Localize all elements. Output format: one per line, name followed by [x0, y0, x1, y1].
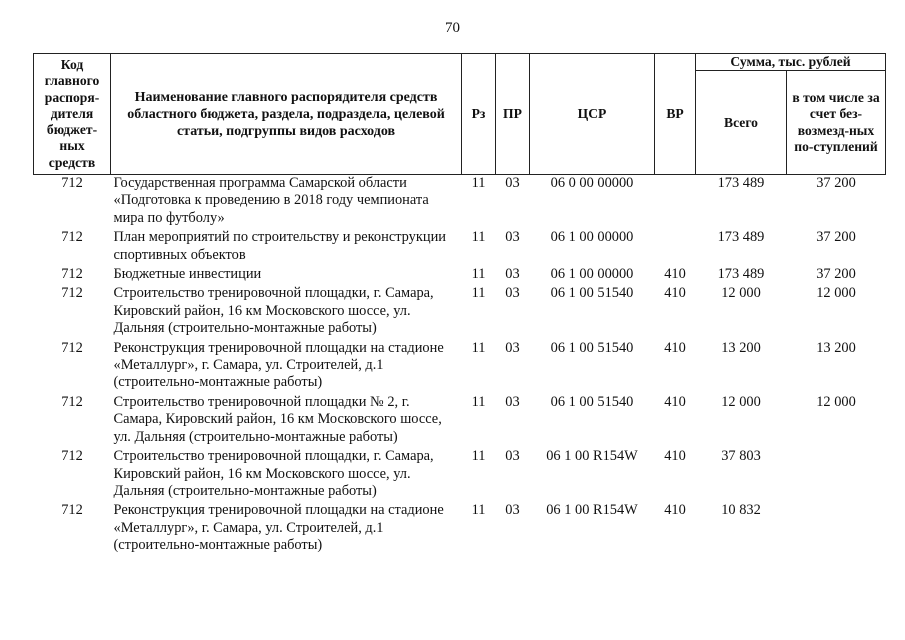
budget-table — [33, 53, 886, 557]
header-name: Наименование главного распорядителя средств областного бюджета, раздела, подраздела, целевой статьи, подгруппы видов расходов — [111, 54, 462, 175]
table-row — [34, 175, 886, 230]
cell-vr: 410 — [664, 266, 686, 283]
cell-free — [787, 502, 886, 556]
cell-rz: 11 — [471, 266, 486, 283]
cell-total: 12 000 — [721, 285, 761, 302]
cell-code: 712 — [61, 285, 83, 302]
cell-pr: 03 — [505, 266, 520, 283]
cell-total: 173 489 — [717, 229, 765, 246]
table-row — [34, 229, 886, 266]
cell-code: 712 — [61, 175, 83, 191]
cell-code: 712 — [61, 448, 83, 465]
cell-name: Реконструкция тренировочной площадки на стадионе «Металлург», г. Самара, ул. Строителей, д.1 (строительно-монтажные работы) — [113, 502, 444, 554]
table-row — [34, 502, 886, 556]
cell-pr: 03 — [505, 502, 520, 519]
cell-csr: 06 1 00 51540 — [550, 339, 634, 356]
cell-free: 12 000 — [816, 393, 856, 410]
cell-total: 10 832 — [721, 502, 761, 519]
header-total: Всего — [696, 71, 787, 175]
header-free: в том числе за счет без-возмезд-ных по-ступлений — [787, 71, 886, 175]
cell-csr: 06 1 00 R154W — [546, 448, 638, 465]
cell-csr: 06 1 00 51540 — [550, 393, 634, 410]
cell-rz: 11 — [471, 339, 486, 356]
cell-csr: 06 1 00 00000 — [550, 229, 634, 246]
cell-csr: 06 1 00 R154W — [546, 502, 638, 519]
table-body — [34, 175, 886, 557]
cell-vr: 410 — [664, 502, 686, 519]
cell-csr: 06 1 00 00000 — [550, 266, 634, 283]
cell-vr — [655, 175, 696, 230]
cell-pr: 03 — [505, 339, 520, 356]
table-row — [34, 448, 886, 502]
cell-code: 712 — [61, 393, 83, 410]
cell-total: 37 803 — [721, 448, 761, 465]
cell-rz: 11 — [471, 175, 486, 191]
table-row — [34, 340, 886, 394]
cell-free: 12 000 — [816, 285, 856, 302]
cell-total: 173 489 — [717, 175, 765, 191]
cell-vr: 410 — [664, 339, 686, 356]
cell-pr: 03 — [505, 285, 520, 302]
cell-rz: 11 — [471, 229, 486, 246]
cell-total: 173 489 — [717, 266, 765, 283]
table-row — [34, 394, 886, 448]
header-rz: Рз — [462, 54, 496, 175]
cell-code: 712 — [61, 502, 83, 519]
cell-rz: 11 — [471, 448, 486, 465]
cell-code: 712 — [61, 266, 83, 283]
cell-free: 37 200 — [816, 229, 856, 246]
cell-free — [787, 448, 886, 502]
cell-name: Реконструкция тренировочной площадки на стадионе «Металлург», г. Самара, ул. Строителей, д.1 (строительно-монтажные работы) — [113, 339, 444, 391]
cell-vr: 410 — [664, 448, 686, 465]
cell-free: 37 200 — [816, 266, 856, 283]
header-csr: ЦСР — [530, 54, 655, 175]
header-code: Код главного распоря-дителя бюджет-ных средств — [34, 54, 111, 175]
cell-name: Строительство тренировочной площадки, г. Самара, Кировский район, 16 км Московского шоссе, ул. Дальняя (строительно-монтажные работы) — [113, 448, 434, 499]
cell-name: Бюджетные инвестиции — [113, 266, 262, 283]
cell-free: 37 200 — [816, 175, 856, 191]
cell-total: 13 200 — [721, 339, 761, 356]
cell-csr: 06 1 00 51540 — [550, 285, 634, 302]
cell-vr: 410 — [664, 285, 686, 302]
cell-vr — [655, 229, 696, 266]
cell-pr: 03 — [505, 229, 520, 246]
cell-code: 712 — [61, 229, 83, 246]
header-pr: ПР — [496, 54, 530, 175]
cell-vr: 410 — [664, 393, 686, 410]
cell-free: 13 200 — [816, 339, 856, 356]
cell-rz: 11 — [471, 393, 486, 410]
cell-rz: 11 — [471, 285, 486, 302]
cell-csr: 06 0 00 00000 — [550, 175, 634, 191]
cell-code: 712 — [61, 339, 83, 356]
cell-pr: 03 — [505, 448, 520, 465]
cell-name: Строительство тренировочной площадки, г. Самара, Кировский район, 16 км Московского шоссе, ул. Дальняя (строительно-монтажные работы) — [113, 285, 434, 337]
table-row — [34, 266, 886, 285]
page-number: 70 — [445, 20, 460, 36]
cell-pr: 03 — [505, 175, 520, 191]
cell-total: 12 000 — [721, 393, 761, 410]
table-row — [34, 285, 886, 339]
cell-name: План мероприятий по строительству и реконструкции спортивных объектов — [113, 229, 446, 263]
header-vr: ВР — [655, 54, 696, 175]
cell-rz: 11 — [471, 502, 486, 519]
cell-name: Строительство тренировочной площадки № 2, г. Самара, Кировский район, 16 км Московского шоссе, ул. Дальняя (строительно-монтажные работы) — [113, 393, 442, 445]
table-header — [34, 54, 886, 175]
cell-pr: 03 — [505, 393, 520, 410]
cell-name: Государственная программа Самарской области «Подготовка к проведению в 2018 году чемпионата мира по футболу» — [113, 175, 429, 226]
header-sum: Сумма, тыс. рублей — [696, 54, 886, 71]
